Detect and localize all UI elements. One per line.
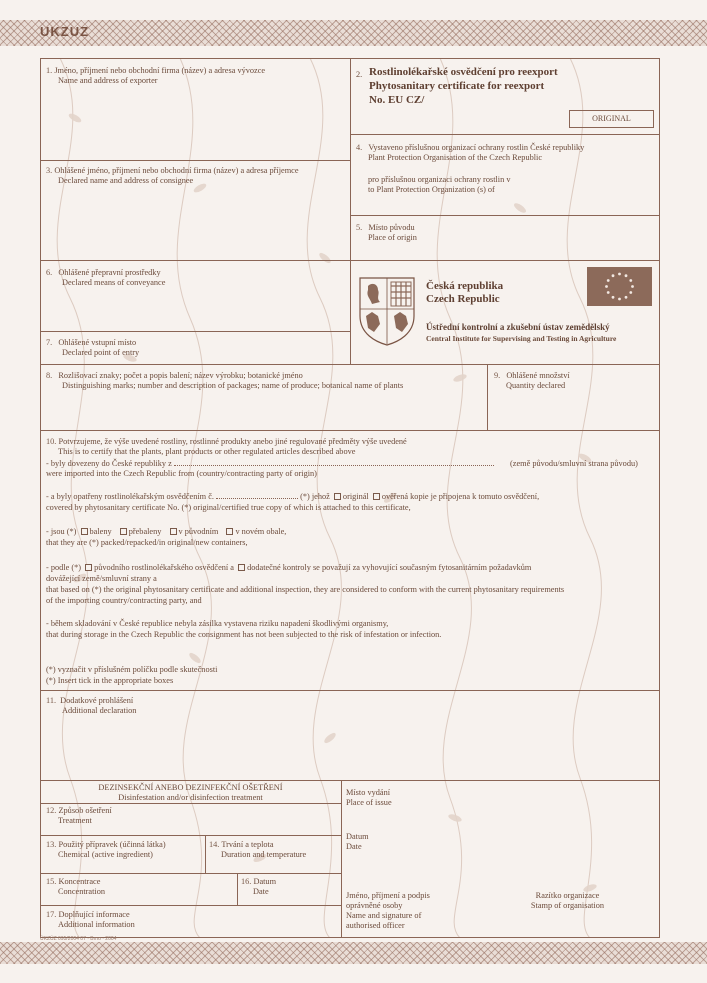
box14-en: Duration and temperature [221,849,307,859]
box10-line13: - během skladování v České republice nebyla zásilka vystavena riziku napadení škodlivými organismy, [46,619,389,628]
box1-label [46,66,265,86]
box10-line3 [46,459,494,469]
treatment-title-cz: DEZINSEKČNÍ ANEBO DEZINFEKČNÍ OŠETŘENÍ [98,783,283,792]
box10-l3: - byly dovezeny do České republiky z [46,459,172,468]
box10-line6: covered by phytosanitary certificate No. (*) original/certified true copy of which is attached to this certificate, [46,503,411,512]
box10-number: 10. [46,437,57,446]
divider-box6-bottom [40,331,350,332]
form-code: UKZUZ [40,24,90,39]
divider-box12-bottom [40,835,341,836]
box12-number: 12. [46,806,57,815]
divider-v-top [350,58,351,364]
box5-label [356,223,417,243]
form-footer: ÚKZÚZ 095/2004 07 · Brno · 2004 [40,936,117,942]
box15-number: 15. [46,877,57,886]
box10-line2: This is to certify that the plants, plant products or other regulated articles described above [58,447,356,456]
box16-label [241,877,276,897]
box10-l5b: (*) jehož [300,492,330,501]
box3-cz: Ohlášené jméno, příjmení nebo obchodní firma (název) a adresa příjemce [54,166,299,175]
guilloche-border-top [0,20,707,46]
box7-number: 7. [46,338,53,347]
divider-box10-bottom [40,690,660,691]
date-of-issue-en: Date [346,841,362,851]
box8-cz: Rozlišovací znaky; počet a popis balení; název výrobku; botanické jméno [58,371,303,380]
box10-l5c: originál [342,492,369,501]
divider-box4-bottom [350,215,660,216]
treatment-section-title [40,783,341,803]
stamp-label [520,891,615,911]
box14-cz: Trvání a teplota [221,840,274,849]
guilloche-border-bottom [0,942,707,964]
box10-l5d: ověřená kopie je připojena k tomuto osvědčení, [381,492,540,501]
box10-line1 [46,437,407,447]
box12-en: Treatment [58,815,92,825]
divider-box15-bottom [40,905,341,906]
issuer-country-en: Czech Republic [426,293,500,306]
box11-number: 11. [46,696,57,705]
stamp-cz: Razítko organizace [535,891,600,900]
box10-line9 [46,563,531,573]
box9-label [494,371,570,391]
box14-label [209,840,306,860]
officer-cz2: oprávněné osoby [346,900,403,910]
box11-label [46,696,136,716]
box15-label [46,877,105,897]
box6-number: 6. [46,268,53,277]
certificate-title-en: Phytosanitary certificate for reexport [369,79,545,92]
box10-l9a: - podle (*) [46,563,82,572]
box4-label [356,143,584,163]
box10-l1: Potvrzujeme, že výše uvedené rostliny, rostlinné produkty anebo jiné regulované předměty výše uvedené [58,437,407,446]
divider-disinf-title [40,803,341,804]
box4-number: 4. [356,143,363,152]
box10-line7 [46,527,286,537]
certificate-title-cz: Rostlinolékařské osvědčení pro reexport [369,66,558,78]
box5-cz: Místo původu [368,223,415,232]
box10-l7e: v novém obale, [235,527,287,536]
packed-checkbox[interactable] [81,528,88,535]
box3-en: Declared name and address of consignee [58,175,194,185]
box10-l7d: v původním [178,527,219,536]
place-of-issue-cz: Místo vydání [346,788,391,797]
stamp-en: Stamp of organisation [530,900,605,910]
box10-line8: that they are (*) packed/repacked/in original/new containers, [46,538,248,547]
box12-cz: Způsob ošetření [58,806,112,815]
certificate-number-field[interactable] [216,498,298,499]
box17-label [46,910,135,930]
box8-en: Distinguishing marks; number and description of packages; name of produce; botanical name of plants [62,380,404,390]
original-badge: ORIGINAL [569,110,654,128]
box3-label [46,166,299,186]
box4-destination [368,175,510,195]
box10-l7b: baleny [89,527,112,536]
box16-cz: Datum [253,877,277,886]
czech-coat-of-arms-icon [358,276,416,346]
box10-l9b: původního rostlinolékařského osvědčení a [94,563,234,572]
divider-box8-9 [487,364,488,430]
divider-box3-bottom [40,260,660,261]
issuer-country-cz: Česká republika [426,280,504,292]
officer-cz1: Jméno, příjmení a podpis [346,891,430,900]
box12-label [46,806,112,826]
date-of-issue-label [346,832,369,852]
box3-number: 3. [46,166,53,175]
officer-en2: authorised officer [346,920,405,930]
box7-en: Declared point of entry [62,347,140,357]
divider-box8-bottom [40,430,660,431]
original-certificate-checkbox[interactable] [85,564,92,571]
box10-l7c: přebaleny [128,527,162,536]
certified-copy-checkbox[interactable] [373,493,380,500]
place-of-issue-en: Place of issue [346,797,392,807]
box4-cz2: pro příslušnou organizaci ochrany rostlin v [368,175,511,184]
country-of-origin-field[interactable] [174,465,494,466]
box6-label [46,268,165,288]
certificate-number-label: No. EU CZ/ [369,93,425,106]
box13-label [46,840,166,860]
box14-number: 14. [209,840,220,849]
box10-line4: were imported into the Czech Republic from (country/contracting party of origin) [46,469,317,478]
box10-line11: that based on (*) the original phytosanitary certificate and additional inspection, they are considered to conform with the current phytosanitary requirements [46,585,565,594]
box13-cz: Použitý přípravek (účinná látka) [58,840,166,849]
divider-box2-bottom [350,134,660,135]
repacked-checkbox[interactable] [120,528,127,535]
box10-line14: that during storage in the Czech Republic the consignment has not been subjected to the risk of infestation or infection. [46,630,442,639]
divider-box13-14 [205,835,206,873]
divider-box13-bottom [40,873,341,874]
box10-line12: of the importing country/contracting party, and [46,596,202,605]
date-of-issue-cz: Datum [346,832,369,841]
issuer-institute-cz: Ústřední kontrolní a zkušební ústav zemědělský [426,322,610,332]
box6-en: Declared means of conveyance [62,277,166,287]
box15-en: Concentration [58,886,106,896]
box13-en: Chemical (active ingredient) [58,849,153,859]
box10-l5a: - a byly opatřeny rostlinolékařským osvědčením č. [46,492,214,501]
eu-flag-icon [587,267,652,306]
officer-signature-label [346,891,430,931]
treatment-title-en: Disinfestation and/or disinfection treatment [118,792,263,802]
box8-label [46,371,403,391]
issuer-country [426,280,503,306]
issuer-institute-en: Central Institute for Supervising and Testing in Agriculture [426,334,617,343]
officer-en1: Name and signature of [346,910,422,920]
box9-number: 9. [494,371,501,380]
box10-line10: dovážející země/smluvní strany a [46,574,157,583]
new-container-checkbox[interactable] [226,528,233,535]
box11-cz: Dodatkové prohlášení [60,696,134,705]
box4-en2: to Plant Protection Organization (s) of [368,184,495,194]
box10-l9c: dodatečné kontroly se považují za vyhovující současným fytosanitárním požadavkům [247,563,532,572]
certificate-title [369,66,558,107]
original-container-checkbox[interactable] [170,528,177,535]
box6-cz: Ohlášené přepravní prostředky [58,268,161,277]
box11-en: Additional declaration [62,705,137,715]
box2-number: 2. [356,70,363,79]
divider-box7-bottom [40,364,660,365]
box1-cz: Jméno, příjmení nebo obchodní firma (název) a adresa vývozce [54,66,266,75]
box9-en: Quantity declared [506,380,566,390]
divider-box15-16 [237,873,238,905]
box10-note-en: (*) Insert tick in the appropriate boxes [46,676,174,685]
box13-number: 13. [46,840,57,849]
box16-en: Date [253,886,269,896]
divider-box11-bottom [40,780,660,781]
box10-line5 [46,492,539,502]
box10-line3b: (země původu/smluvní strana původu) [510,459,638,468]
box8-number: 8. [46,371,53,380]
box16-number: 16. [241,877,252,886]
place-of-issue-label [346,788,392,808]
box17-cz: Doplňující informace [58,910,130,919]
box5-en: Place of origin [368,232,417,242]
box7-cz: Ohlášené vstupní místo [58,338,137,347]
box17-en: Additional information [58,919,135,929]
box1-en: Name and address of exporter [58,75,158,85]
divider-box1-bottom [40,160,350,161]
box10-l7a: - jsou (*) [46,527,77,536]
divider-treatment [341,780,342,938]
box5-number: 5. [356,223,363,232]
additional-inspection-checkbox[interactable] [238,564,245,571]
box17-number: 17. [46,910,57,919]
box15-cz: Koncentrace [58,877,101,886]
box4-en: Plant Protection Organisation of the Czech Republic [368,152,543,162]
box1-number: 1. [46,66,53,75]
box9-cz: Ohlášené množství [506,371,570,380]
box4-cz: Vystaveno příslušnou organizací ochrany rostlin České republiky [368,143,585,152]
box7-label [46,338,139,358]
original-checkbox[interactable] [334,493,341,500]
box10-note-cz: (*) vyznačit v příslušném políčku podle skutečnosti [46,665,218,674]
